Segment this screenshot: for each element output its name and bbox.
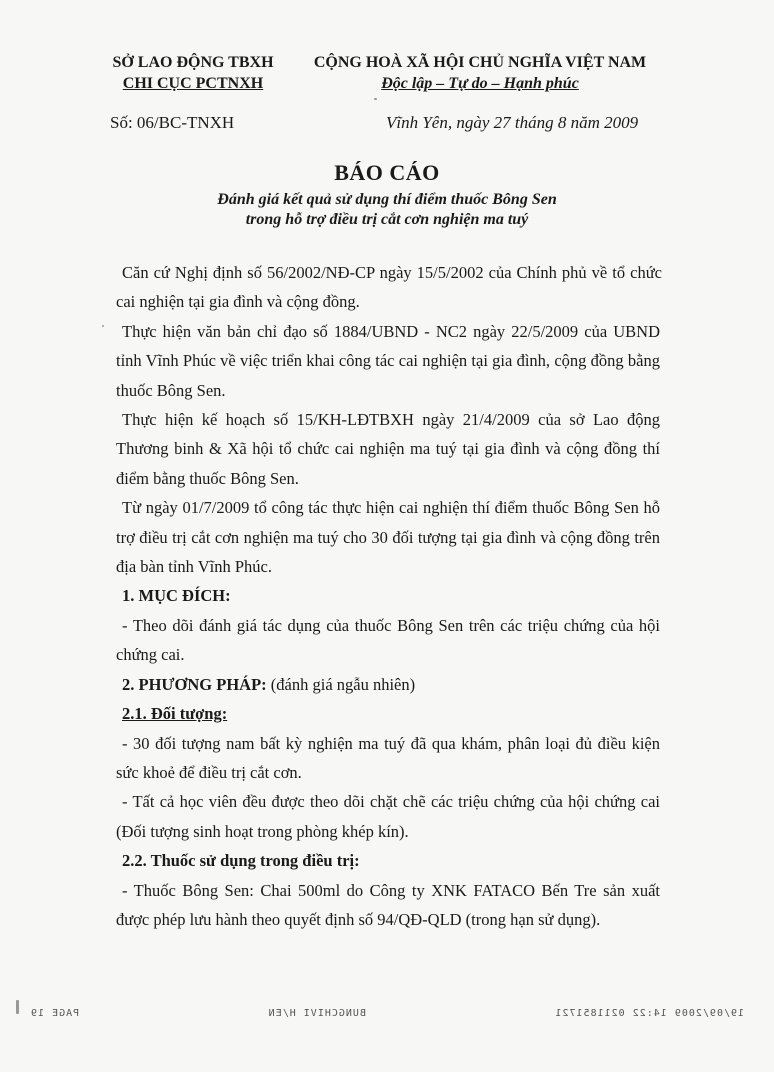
agency-subunit: CHI CỤC PCTNXH: [122, 75, 264, 92]
paragraph: Căn cứ Nghị định số 56/2002/NĐ-CP ngày 15/5/2002 của Chính phủ về tổ chức cai nghiện tại gia đình và cộng đồng.: [116, 263, 662, 312]
fax-timestamp: 19/09/2009 14:22 0211851721: [554, 1008, 744, 1019]
document-title: BÁO CÁO: [334, 160, 440, 185]
national-motto: [296, 52, 664, 94]
section-heading-label: 2. PHƯƠNG PHÁP:: [122, 674, 267, 694]
subtitle-line-2: trong hỗ trợ điều trị cắt cơn nghiện ma tuý: [245, 211, 529, 228]
paragraph: - Tất cả học viên đều được theo dõi chặt chẽ các triệu chứng của hội chứng cai (Đối tượng sinh hoạt trong phòng khép kín).: [116, 792, 660, 841]
country-name: CỘNG HOÀ XÃ HỘI CHỦ NGHĨA VIỆT NAM: [313, 54, 647, 71]
scan-speck: [16, 1000, 19, 1014]
subsection-heading-text: 2.1. Đối tượng:: [122, 704, 228, 724]
fax-page: PAGE 19: [30, 1008, 80, 1019]
document-subtitle: [0, 190, 774, 230]
paragraph: - 30 đối tượng nam bất kỳ nghiện ma tuý đã qua khám, phân loại đủ điều kiện sức khoẻ để điều trị cắt cơn.: [116, 733, 660, 782]
paragraph: Thực hiện văn bản chỉ đạo số 1884/UBND - NC2 ngày 22/5/2009 của UBND tỉnh Vĩnh Phúc về việc triển khai công tác cai nghiện tại gia đình, cộng đồng bằng thuốc Bông Sen.: [116, 321, 660, 400]
section-heading-note: (đánh giá ngẫu nhiên): [266, 674, 416, 694]
issuing-agency: [78, 52, 308, 94]
document-number: Số: 06/BC-TNXH: [110, 113, 235, 132]
scan-speck: [102, 325, 104, 327]
subtitle-line-1: Đánh giá kết quả sử dụng thí điểm thuốc Bông Sen: [217, 191, 557, 208]
motto: Độc lập – Tự do – Hạnh phúc: [381, 75, 579, 92]
paragraph: Từ ngày 01/7/2009 tổ công tác thực hiện cai nghiện thí điểm thuốc Bông Sen hỗ trợ điều trị cắt cơn nghiện ma tuý cho 30 đối tượng tại gia đình và cộng đồng trên địa bàn tỉnh Vĩnh Phúc.: [116, 498, 660, 577]
subsection-heading: 2.2. Thuốc sử dụng trong điều trị:: [122, 851, 360, 871]
subsection-heading: [116, 699, 660, 728]
document-body: [116, 258, 660, 934]
fax-sender: BUNGCHIVI H/EN: [267, 1008, 366, 1019]
place-date: Vĩnh Yên, ngày 27 tháng 8 năm 2009: [386, 113, 639, 132]
section-heading: [116, 670, 660, 699]
paragraph: - Theo dõi đánh giá tác dụng của thuốc Bông Sen trên các triệu chứng của hội chứng cai.: [116, 615, 660, 665]
section-heading: 1. MỤC ĐÍCH:: [122, 586, 231, 606]
paragraph: Thực hiện kế hoạch số 15/KH-LĐTBXH ngày 21/4/2009 của sở Lao động Thương binh & Xã hội tổ chức cai nghiện ma tuý tại gia đình và cộng đồng thí điểm bằng thuốc Bông Sen.: [116, 410, 660, 488]
paragraph: - Thuốc Bông Sen: Chai 500ml do Công ty XNK FATACO Bến Tre sản xuất được phép lưu hành theo quyết định số 94/QĐ-QLD (trong hạn sử dụng).: [116, 880, 660, 929]
agency-name: SỞ LAO ĐỘNG TBXH: [112, 54, 274, 71]
fax-header-mirrored: [30, 1008, 744, 1019]
scan-speck: [374, 98, 377, 100]
